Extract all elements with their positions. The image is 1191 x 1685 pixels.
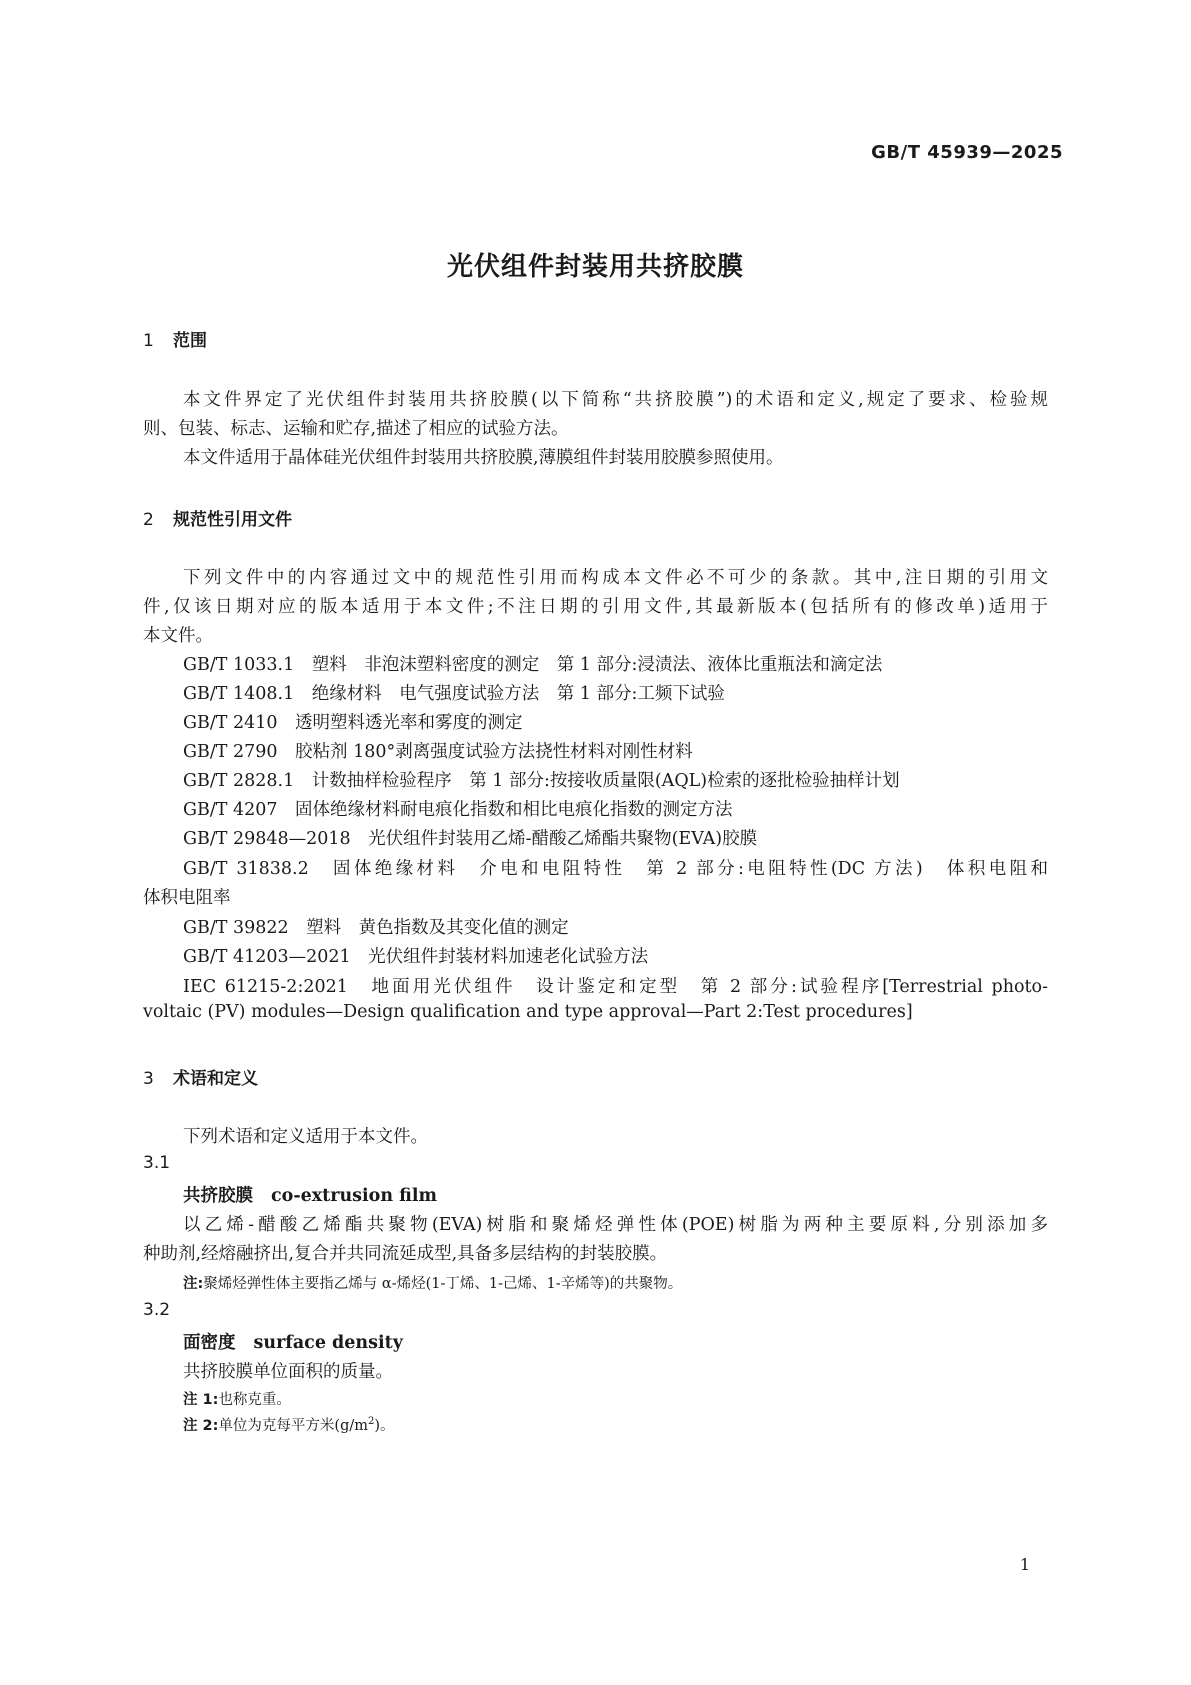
reference-item: IEC 61215-2:2021 地面用光伏组件 设计鉴定和定型 第 2 部分:试验程序[Terrestrial photo- — [183, 977, 1048, 997]
term-definition: 以乙烯-醋酸乙烯酯共聚物(EVA)树脂和聚烯烃弹性体(POE)树脂为两种主要原料,分别添加多 — [183, 1215, 1048, 1235]
term-zh: 面密度 — [183, 1333, 236, 1353]
note-label: 注 2: — [183, 1418, 219, 1434]
document-title: 光伏组件封装用共挤胶膜 — [446, 252, 744, 282]
note-text: 也称克重。 — [218, 1392, 291, 1408]
term-en: co-extrusion film — [271, 1186, 438, 1206]
term-note — [183, 1272, 682, 1293]
paragraph-line: 本文件适用于晶体硅光伏组件封装用共挤胶膜,薄膜组件封装用胶膜参照使用。 — [183, 448, 784, 468]
section-title: 范围 — [173, 331, 207, 351]
note-label: 注: — [183, 1276, 204, 1292]
note-text: 聚烯烃弹性体主要指乙烯与 α-烯烃(1-丁烯、1-己烯、1-辛烯等)的共聚物。 — [203, 1276, 683, 1292]
reference-item: GB/T 41203—2021 光伏组件封装材料加速老化试验方法 — [183, 947, 649, 967]
term-definition: 种助剂,经熔融挤出,复合并共同流延成型,具备多层结构的封装胶膜。 — [143, 1244, 668, 1264]
paragraph-line: 则、包装、标志、运输和贮存,描述了相应的试验方法。 — [143, 419, 569, 439]
term-zh: 共挤胶膜 — [183, 1186, 253, 1206]
superscript: 2 — [368, 1416, 375, 1427]
section-1-heading — [143, 326, 207, 351]
reference-item-continued: voltaic (PV) modules—Design qualification and type approval—Part 2:Test procedures] — [143, 1002, 913, 1022]
reference-item: GB/T 2410 透明塑料透光率和雾度的测定 — [183, 713, 523, 733]
term-heading — [183, 1329, 403, 1354]
reference-item: GB/T 29848—2018 光伏组件封装用乙烯-醋酸乙烯酯共聚物(EVA)胶膜 — [183, 829, 758, 849]
section-number: 3 — [143, 1069, 154, 1089]
reference-item: GB/T 1033.1 塑料 非泡沫塑料密度的测定 第 1 部分:浸渍法、液体比重瓶法和滴定法 — [183, 655, 883, 675]
paragraph-line: 本文件界定了光伏组件封装用共挤胶膜(以下简称“共挤胶膜”)的术语和定义,规定了要求、检验规 — [183, 390, 1048, 410]
note-text: 单位为克每平方米(g/m — [218, 1418, 369, 1434]
page-number: 1 — [1019, 1555, 1030, 1574]
term-definition: 共挤胶膜单位面积的质量。 — [183, 1362, 393, 1382]
term-note — [183, 1414, 395, 1435]
section-2-heading — [143, 505, 292, 530]
section-3-heading — [143, 1064, 258, 1089]
term-heading — [183, 1182, 437, 1207]
term-en: surface density — [253, 1333, 403, 1353]
reference-item: GB/T 39822 塑料 黄色指数及其变化值的测定 — [183, 918, 569, 938]
reference-item: GB/T 1408.1 绝缘材料 电气强度试验方法 第 1 部分:工频下试验 — [183, 684, 725, 704]
section-number: 1 — [143, 331, 154, 351]
section-title: 规范性引用文件 — [173, 510, 292, 530]
paragraph-line: 本文件。 — [143, 626, 213, 646]
reference-item-continued: 体积电阻率 — [143, 888, 231, 908]
term-number: 3.2 — [143, 1300, 171, 1320]
term-number: 3.1 — [143, 1153, 171, 1173]
reference-item: GB/T 4207 固体绝缘材料耐电痕化指数和相比电痕化指数的测定方法 — [183, 800, 733, 820]
reference-item: GB/T 2828.1 计数抽样检验程序 第 1 部分:按接收质量限(AQL)检索的逐批检验抽样计划 — [183, 771, 900, 791]
section-title: 术语和定义 — [173, 1069, 258, 1089]
note-text-tail: )。 — [374, 1418, 395, 1434]
paragraph-line: 下列术语和定义适用于本文件。 — [183, 1127, 428, 1147]
note-label: 注 1: — [183, 1392, 219, 1408]
paragraph-line: 件,仅该日期对应的版本适用于本文件;不注日期的引用文件,其最新版本(包括所有的修改单)适用于 — [143, 597, 1048, 617]
standard-code: GB/T 45939—2025 — [871, 142, 1063, 163]
reference-item: GB/T 2790 胶粘剂 180°剥离强度试验方法挠性材料对刚性材料 — [183, 742, 693, 762]
section-number: 2 — [143, 510, 154, 530]
reference-item: GB/T 31838.2 固体绝缘材料 介电和电阻特性 第 2 部分:电阻特性(DC 方法) 体积电阻和 — [183, 859, 1048, 879]
term-note — [183, 1388, 291, 1409]
paragraph-line: 下列文件中的内容通过文中的规范性引用而构成本文件必不可少的条款。其中,注日期的引用文 — [183, 568, 1048, 588]
